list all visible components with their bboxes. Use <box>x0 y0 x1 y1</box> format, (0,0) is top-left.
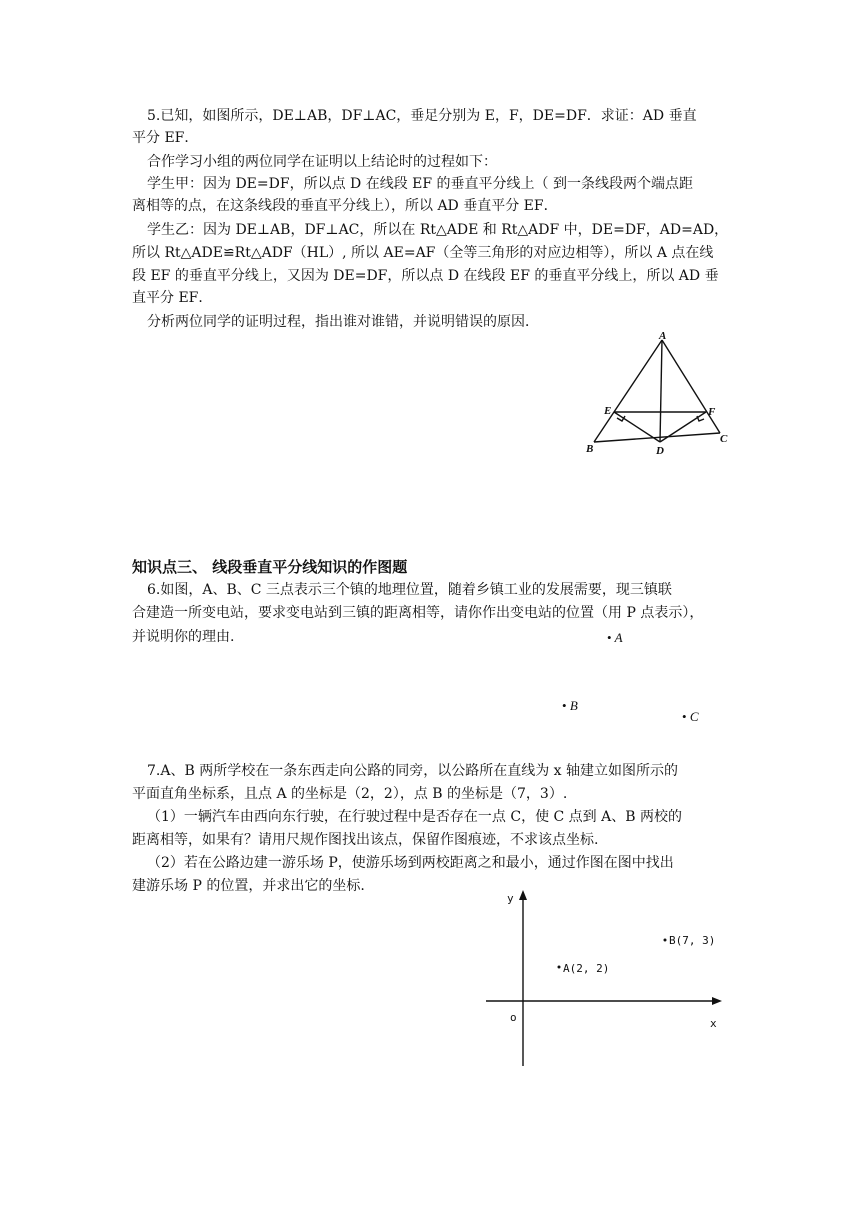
q7-line-6: 建游乐场 P 的位置，并求出它的坐标. <box>132 878 365 894</box>
label-c: C <box>720 433 728 445</box>
label-a: A <box>659 330 667 342</box>
label-f: F <box>708 406 716 418</box>
town-c-point: • C <box>682 709 699 724</box>
school-b-label: B(7, 3) <box>669 934 716 947</box>
coordinate-graph <box>478 885 738 1075</box>
side-ac <box>662 340 720 433</box>
q6-line-2: 合建造一所变电站，要求变电站到三镇的距离相等，请你作出变电站的位置（用 P 点表示）， <box>132 605 704 621</box>
q7-line-5: （2）若在公路边建一游乐场 P，使游乐场到两校距离之和最小，通过作图在图中找出 <box>147 855 674 871</box>
q5-line-6: 学生乙：因为 DE⊥AB，DF⊥AC，所以在 Rt△ADE 和 Rt△ADF 中，DE=DF，AD=AD， <box>147 222 729 238</box>
triangle-figure <box>580 330 740 455</box>
q5-line-1: 5.已知，如图所示，DE⊥AB，DF⊥AC，垂足分别为 E，F，DE=DF．求证：AD 垂直 <box>147 108 697 124</box>
q5-line-7: 所以 Rt△ADE≌Rt△ADF（HL）, 所以 AE=AF（全等三角形的对应边相等），所以 A 点在线 <box>132 245 714 261</box>
town-c-label: C <box>689 709 699 724</box>
town-a-label: A <box>614 630 623 645</box>
q7-line-3: （1）一辆汽车由西向东行驶，在行驶过程中是否存在一点 C，使 C 点到 A、B 两校的 <box>147 809 682 825</box>
label-d: D <box>656 445 664 455</box>
origin-label: o <box>510 1011 517 1024</box>
q5-line-4: 学生甲：因为 DE=DF，所以点 D 在线段 EF 的垂直平分线上（ 到一条线段两个端点距 <box>147 176 693 192</box>
school-b-point <box>664 939 667 942</box>
segment-ad <box>660 340 662 442</box>
town-a-point: • A <box>607 630 623 645</box>
y-axis-label: y <box>507 892 514 905</box>
school-a-label: A(2, 2) <box>563 962 610 975</box>
x-axis-arrow-icon <box>712 997 722 1005</box>
q5-line-9: 直平分 EF． <box>132 290 213 306</box>
q6-line-3: 并说明你的理由. <box>132 629 235 645</box>
q5-line-3: 合作学习小组的两位同学在证明以上结论时的过程如下： <box>147 154 497 170</box>
label-b: B <box>586 443 594 455</box>
segment-df <box>660 412 706 442</box>
q5-line-8: 段 EF 的垂直平分线上，又因为 DE=DF，所以点 D 在线段 EF 的垂直平分线上，所以 AD 垂 <box>132 268 719 284</box>
y-axis-arrow-icon <box>519 890 527 900</box>
section-heading: 知识点三、 线段垂直平分线知识的作图题 <box>132 558 408 576</box>
x-axis-label: x <box>710 1017 717 1030</box>
q6-line-1: 6.如图，A、B、C 三点表示三个镇的地理位置，随着乡镇工业的发展需要，现三镇联 <box>147 582 672 598</box>
q7-line-1: 7.A、B 两所学校在一条东西走向公路的同旁，以公路所在直线为 x 轴建立如图所示的 <box>147 763 678 779</box>
q7-line-2: 平面直角坐标系，且点 A 的坐标是（2，2），点 B 的坐标是（7，3）. <box>132 786 568 802</box>
label-e: E <box>604 405 612 417</box>
q7-line-4: 距离相等，如果有？请用尺规作图找出该点，保留作图痕迹，不求该点坐标. <box>132 832 599 848</box>
q5-line-5: 离相等的点，在这条线段的垂直平分线上），所以 AD 垂直平分 EF． <box>132 198 558 214</box>
school-a-point <box>558 966 561 969</box>
segment-de <box>614 412 660 442</box>
town-b-point: • B <box>562 698 578 713</box>
q5-line-2: 平分 EF． <box>132 130 199 146</box>
town-b-label: B <box>569 698 578 713</box>
q5-line-10: 分析两位同学的证明过程，指出谁对谁错，并说明错误的原因． <box>147 314 539 330</box>
side-ab <box>594 340 662 442</box>
right-angle-mark-f <box>697 416 704 421</box>
